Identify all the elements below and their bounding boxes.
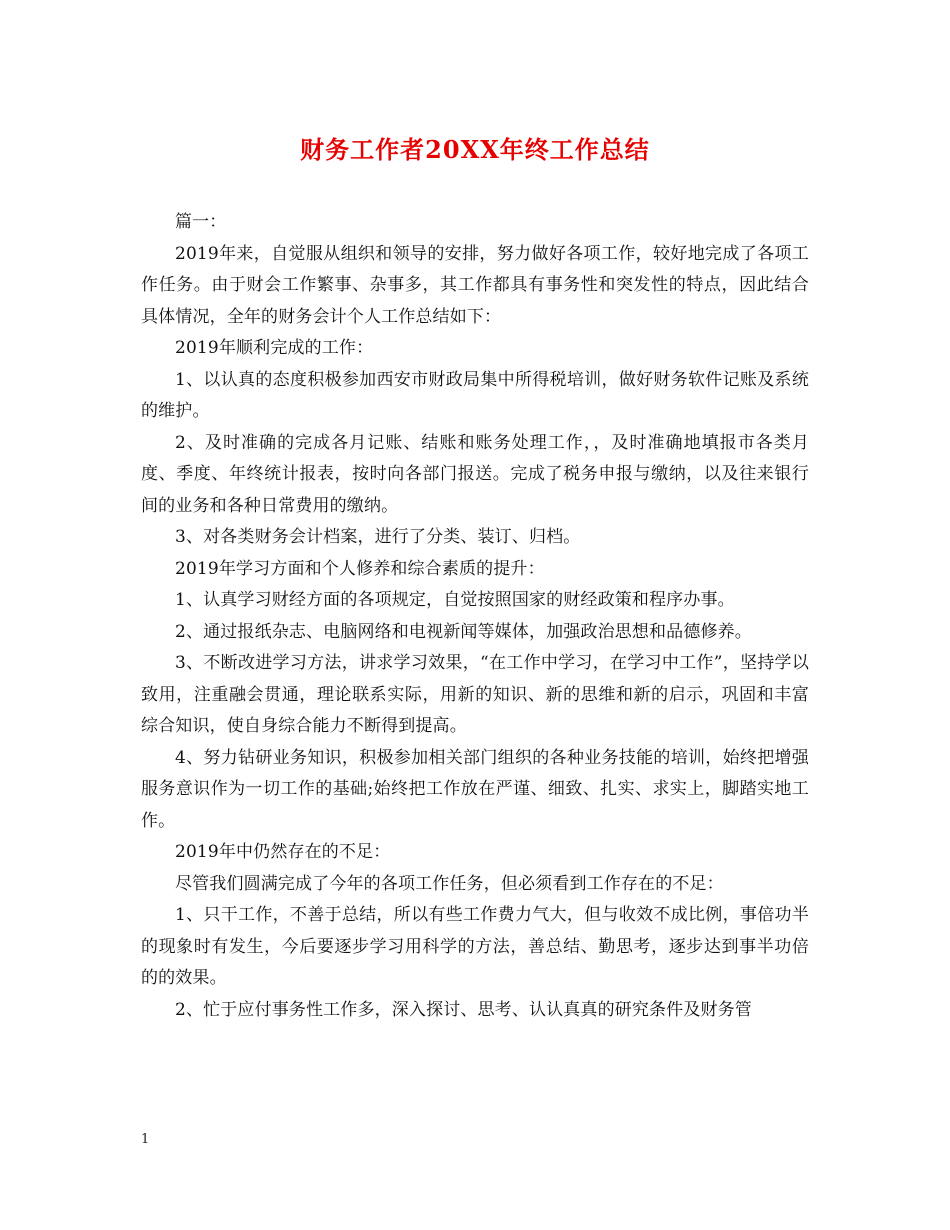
paragraph: 3、不断改进学习方法，讲求学习效果，“在工作中学习，在学习中工作”，坚持学以致用，注重融会贯通，理论联系实际，用新的知识、新的思维和新的启示，巩固和丰富综合知识，使自身综合能力不断得到提高。 [141, 653, 809, 736]
paragraph: 3、对各类财务会计档案，进行了分类、装订、归档。 [175, 527, 581, 547]
paragraph: 2、通过报纸杂志、电脑网络和电视新闻等媒体，加强政治思想和品德修养。 [175, 621, 752, 642]
paragraph: 4、努力钻研业务知识，积极参加相关部门组织的各种业务技能的培训，始终把增强服务意识作为一切工作的基础;始终把工作放在严谨、细致、扎实、求实上，脚踏实地工作。 [141, 747, 809, 831]
paragraph: 尽管我们圆满完成了今年的各项工作任务，但必须看到工作存在的不足： [175, 873, 724, 894]
paragraph: 1、以认真的态度积极参加西安市财政局集中所得税培训，做好财务软件记账及系统的维护。 [141, 369, 809, 421]
paragraph: 2、及时准确的完成各月记账、结账和账务处理工作，，及时准确地填报市各类月度、季度、年终统计报表，按时向各部门报送。完成了税务申报与缴纳，以及往来银行间的业务和各种日常费用的缴纳。 [141, 432, 809, 516]
document-title: 财务工作者20XX年终工作总结 [300, 135, 650, 164]
document-body [141, 207, 809, 1026]
paragraph: 1、只干工作，不善于总结，所以有些工作费力气大，但与收效不成比例，事倍功半的现象时有发生，今后要逐步学习用科学的方法，善总结、勤思考，逐步达到事半功倍的的效果。 [141, 905, 809, 988]
paragraph: 2019年来，自觉服从组织和领导的安排，努力做好各项工作，较好地完成了各项工作任务。由于财会工作繁事、杂事多，其工作都具有事务性和突发性的特点，因此结合具体情况，全年的财务会计个人工作总结如下： [141, 243, 809, 327]
paragraph: 2、忙于应付事务性工作多，深入探讨、思考、认认真真的研究条件及财务管 [175, 999, 752, 1020]
paragraph: 2019年学习方面和个人修养和综合素质的提升： [175, 558, 545, 579]
paragraph: 2019年中仍然存在的不足： [175, 842, 391, 862]
paragraph: 篇一： [175, 212, 227, 232]
paragraph: 1、认真学习财经方面的各项规定，自觉按照国家的财经政策和程序办事。 [175, 590, 735, 610]
page-number: 1 [141, 1132, 150, 1147]
paragraph: 2019年顺利完成的工作： [175, 338, 374, 358]
